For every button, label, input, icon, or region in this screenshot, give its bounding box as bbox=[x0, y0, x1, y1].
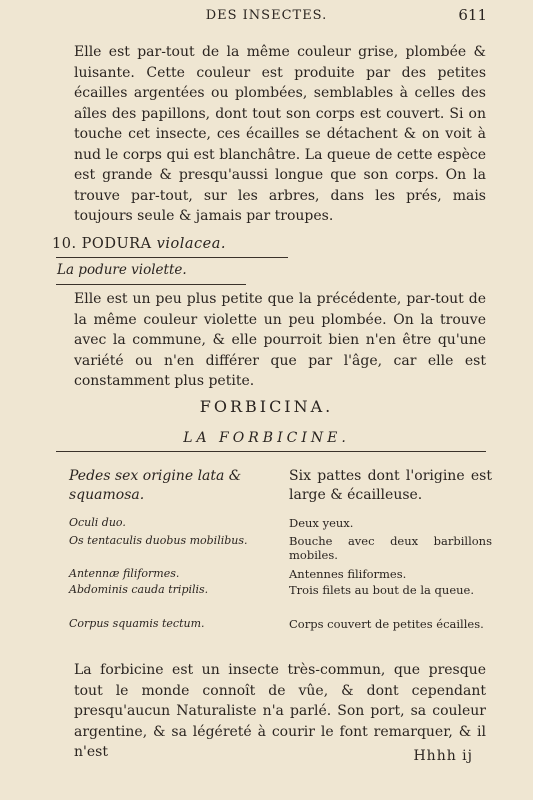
character-latin: Oculi duo. bbox=[69, 516, 126, 529]
genus-french-title: LA FORBICINE. bbox=[183, 430, 350, 446]
paragraph-1: Elle est par-tout de la même couleur grise, plombée & luisante. Cette couleur est produite par des petites écailles argentées ou plombées, semblables à celles des aîles des papillons, dont tout son corps est couvert. Si on touche cet insecte, ces écailles se détachent & on voit à nud le corps qui est blanchâtre. La queue de cette espèce est grande & presqu'aussi longue que son corps. On la trouve par-tout, sur les arbres, dans les prés, mais toujours seule & jamais par troupes. bbox=[74, 44, 486, 224]
character-french: Bouche avec deux barbillons mobiles. bbox=[289, 534, 492, 562]
species-french-name: La podure violette. bbox=[57, 262, 187, 278]
genus-rule bbox=[56, 451, 486, 452]
character-latin: Pedes sex origine lata & squamosa. bbox=[69, 468, 242, 503]
species-heading bbox=[52, 236, 226, 252]
paragraph-3: La forbicine est un insecte très-commun, que presque tout le monde connoît de vûe, & dont cependant presqu'aucun Naturaliste n'a parlé. Son port, sa couleur argentine, & sa légéreté à courir le font remarquer, & il n'est bbox=[74, 662, 486, 760]
character-french: Six pattes dont l'origine est large & écailleuse. bbox=[289, 468, 492, 503]
french-name-rule bbox=[56, 284, 246, 285]
character-latin: Antennæ filiformes. bbox=[69, 567, 180, 580]
page-number: 611 bbox=[458, 6, 487, 24]
character-french: Antennes filiformes. bbox=[289, 567, 407, 581]
genus-title: FORBICINA. bbox=[199, 397, 334, 416]
species-rule bbox=[56, 257, 288, 258]
running-title: DES INSECTES. bbox=[205, 8, 328, 23]
species-epithet: violacea. bbox=[156, 236, 226, 252]
signature-mark: Hhhh ij bbox=[413, 748, 473, 764]
character-french: Corps couvert de petites écailles. bbox=[289, 617, 484, 631]
character-latin: Corpus squamis tectum. bbox=[69, 617, 205, 630]
character-latin: Abdominis cauda tripilis. bbox=[69, 583, 209, 596]
species-number: 10. bbox=[52, 236, 77, 252]
character-french: Trois filets au bout de la queue. bbox=[289, 583, 474, 597]
character-latin: Os tentaculis duobus mobilibus. bbox=[69, 534, 248, 547]
running-head bbox=[0, 6, 533, 28]
character-french: Deux yeux. bbox=[289, 516, 354, 530]
species-genus: PODURA bbox=[81, 236, 152, 252]
paragraph-2: Elle est un peu plus petite que la précédente, par-tout de la même couleur violette un peu plombée. On la trouve avec la commune, & elle pourroit bien n'en être qu'une variété ou n'en différer que par l'âge, car elle est constamment plus petite. bbox=[74, 291, 486, 389]
